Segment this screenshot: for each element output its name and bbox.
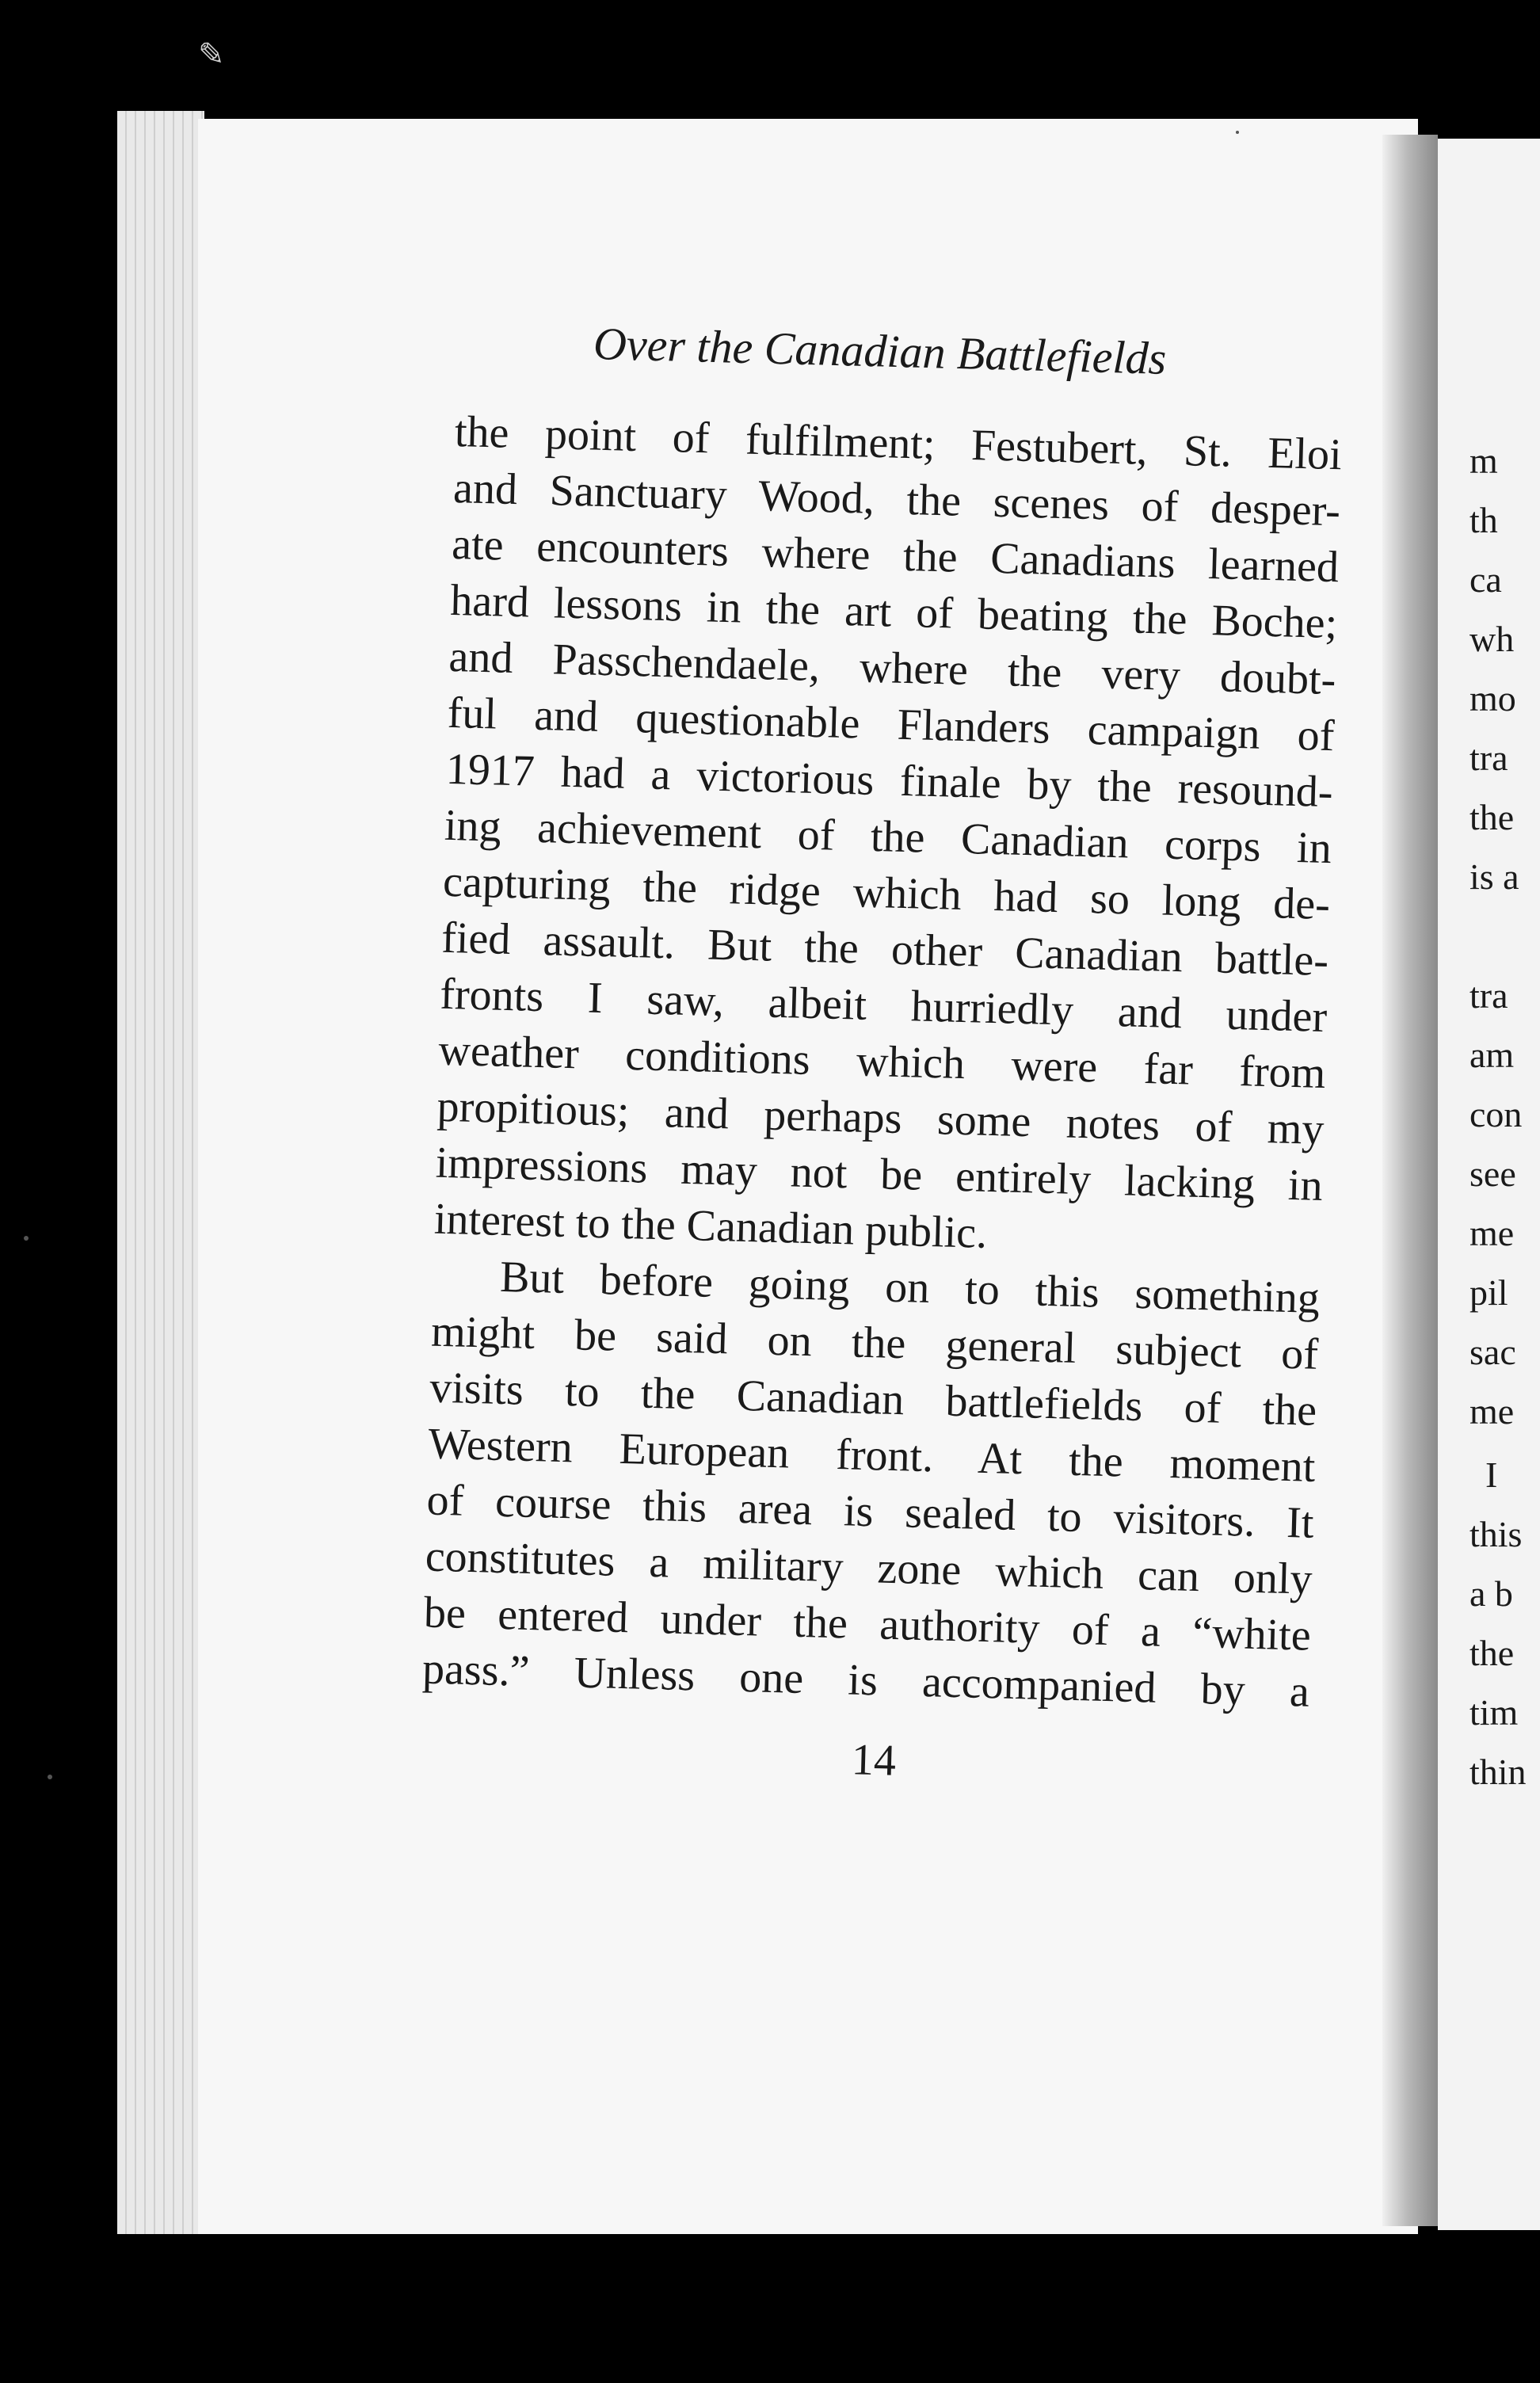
dust-speck: [1236, 131, 1239, 134]
text-line: But before going on to this something: [499, 1252, 1321, 1323]
text-line: pass.” Unless one is accompanied by a: [421, 1644, 1310, 1717]
facing-text-fragment: tim: [1469, 1692, 1519, 1733]
facing-text-fragment: mo: [1469, 678, 1516, 719]
running-head: Over the Canadian Battlefields: [593, 317, 1168, 384]
text-line: of course this area is sealed to visitors. It: [425, 1475, 1315, 1548]
facing-text-fragment: wh: [1469, 619, 1515, 659]
text-line: fied assault. But the other Canadian battle-: [440, 913, 1329, 986]
text-line: interest to the Canadian public.: [433, 1194, 988, 1258]
text-line: might be said on the general subject of: [430, 1306, 1319, 1379]
text-line: 1917 had a victorious finale by the resound-: [445, 744, 1334, 818]
facing-text-fragment: me: [1469, 1213, 1515, 1253]
text-line: impressions may not be entirely lacking in: [435, 1138, 1324, 1211]
text-line: and Sanctuary Wood, the scenes of desper-: [452, 463, 1341, 536]
facing-text-fragment: I: [1485, 1455, 1498, 1495]
dust-speck: [48, 1775, 52, 1779]
text-line: be entered under the authority of a “white: [423, 1588, 1312, 1660]
body-text: [421, 404, 1342, 1721]
facing-text-fragment: see: [1469, 1153, 1516, 1194]
facing-text-fragment: thin: [1469, 1752, 1527, 1792]
text-line: propitious; and perhaps some notes of my: [436, 1081, 1325, 1155]
facing-text-fragment: me: [1469, 1391, 1515, 1432]
facing-text-fragment: tra: [1469, 738, 1508, 778]
text-line: fronts I saw, albeit hurriedly and under: [439, 969, 1328, 1043]
scan-mark: ✎: [198, 36, 225, 72]
facing-page: [1438, 139, 1540, 2230]
facing-text-fragment: is a: [1469, 856, 1519, 897]
facing-text-fragment: ca: [1469, 559, 1502, 600]
facing-text-fragment: th: [1469, 500, 1498, 540]
text-line: ate encounters where the Canadians learned: [451, 519, 1340, 593]
facing-text-fragment: a b: [1469, 1573, 1513, 1614]
text-line: weather conditions which were far from: [437, 1025, 1327, 1099]
facing-text-fragment: m: [1469, 440, 1498, 481]
gutter-shadow: [1382, 135, 1438, 2226]
facing-text-fragment: am: [1469, 1035, 1515, 1075]
text-line: capturing the ridge which had so long de-: [442, 856, 1331, 930]
facing-text-fragment: the: [1469, 1633, 1515, 1673]
text-line: Western European front. At the moment: [427, 1419, 1317, 1492]
text-line: visits to the Canadian battlefields of the: [429, 1363, 1317, 1436]
page-stack-edges: [117, 111, 204, 2234]
text-line: the point of fulfilment; Festubert, St. Eloi: [454, 406, 1343, 480]
facing-text-fragment: the: [1469, 797, 1515, 837]
facing-text-fragment: tra: [1469, 975, 1508, 1016]
text-line: hard lessons in the art of beating the Boche;: [449, 575, 1338, 649]
facing-text-fragment: sac: [1469, 1332, 1516, 1372]
page-number: 14: [851, 1735, 897, 1786]
text-line: ful and questionable Flanders campaign of: [446, 688, 1336, 761]
facing-text-fragment: this: [1469, 1514, 1523, 1554]
facing-text-fragment: pil: [1469, 1272, 1508, 1313]
dust-speck: [24, 1236, 29, 1241]
text-line: constitutes a military zone which can only: [425, 1531, 1313, 1604]
text-line: and Passchendaele, where the very doubt-: [448, 631, 1337, 705]
facing-text-fragment: con: [1469, 1094, 1523, 1134]
text-line: ing achievement of the Canadian corps in: [444, 800, 1332, 874]
